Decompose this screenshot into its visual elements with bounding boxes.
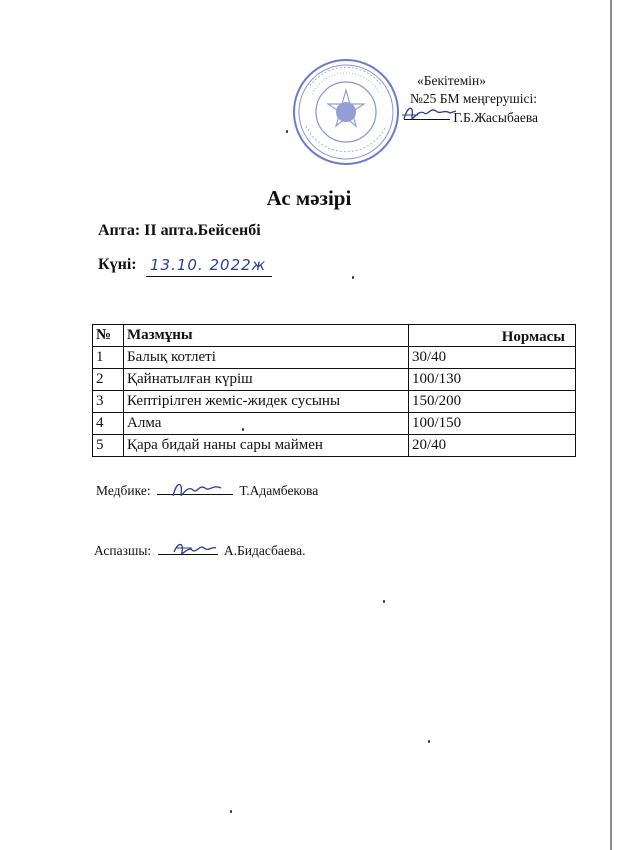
- approver-name: Г.Б.Жасыбаева: [453, 110, 539, 125]
- table-row: [93, 413, 576, 435]
- menu-table: [92, 324, 576, 457]
- row-content: Алма: [124, 413, 409, 435]
- table-row: [93, 391, 576, 413]
- scan-speck: [352, 276, 354, 279]
- nurse-label: Медбике:: [96, 483, 151, 498]
- approver-signature-line: [404, 119, 450, 120]
- approve-label: «Бекітемін»: [417, 73, 486, 88]
- row-num: 1: [93, 347, 124, 369]
- row-num: 3: [93, 391, 124, 413]
- row-num: 5: [93, 435, 124, 457]
- row-content: Кептірілген жеміс-жидек сусыны: [124, 391, 409, 413]
- header-content: Мазмұны: [124, 325, 409, 347]
- scan-speck: [230, 810, 232, 813]
- row-norm: 30/40: [409, 347, 576, 369]
- row-norm: 100/150: [409, 413, 576, 435]
- header-norm: Нормасы: [409, 325, 576, 347]
- row-num: 2: [93, 369, 124, 391]
- nurse-name: Т.Адамбекова: [239, 483, 319, 498]
- scan-speck: [383, 600, 385, 603]
- cook-signature-line: [158, 554, 218, 555]
- official-stamp-seal: [290, 56, 402, 168]
- week-line: Апта: ІІ апта.Бейсенбі: [98, 222, 261, 239]
- date-label: Күні:: [98, 256, 137, 273]
- approver-signature: [398, 101, 458, 127]
- page-title: Ас мәзірі: [266, 186, 352, 210]
- cook-signature-row: [94, 543, 305, 559]
- row-norm: 100/130: [409, 369, 576, 391]
- cook-signature: [170, 538, 220, 562]
- cook-label: Аспазшы:: [94, 543, 152, 558]
- date-handwritten-value: 13.10. 2022ж: [150, 256, 267, 274]
- row-norm: 20/40: [409, 435, 576, 457]
- table-row: [93, 435, 576, 457]
- scan-speck: [242, 428, 244, 431]
- scan-speck: [428, 740, 430, 743]
- cook-name: А.Бидасбаева.: [223, 543, 306, 558]
- header-num: №: [93, 325, 124, 347]
- nurse-signature-line: [157, 494, 233, 495]
- row-norm: 150/200: [409, 391, 576, 413]
- nurse-signature-row: [96, 483, 318, 499]
- approver-position: №25 БМ меңгерушісі:: [410, 91, 537, 106]
- table-row: [93, 369, 576, 391]
- scan-speck: [286, 130, 288, 133]
- table-header-row: [93, 325, 576, 347]
- row-content: Балық котлеті: [124, 347, 409, 369]
- row-num: 4: [93, 413, 124, 435]
- row-content: Қайнатылған күріш: [124, 369, 409, 391]
- table-row: [93, 347, 576, 369]
- scan-edge-line: [610, 0, 612, 850]
- nurse-signature: [169, 478, 225, 502]
- approver-signature-row: [404, 109, 538, 127]
- row-content: Қара бидай наны сары маймен: [124, 435, 409, 457]
